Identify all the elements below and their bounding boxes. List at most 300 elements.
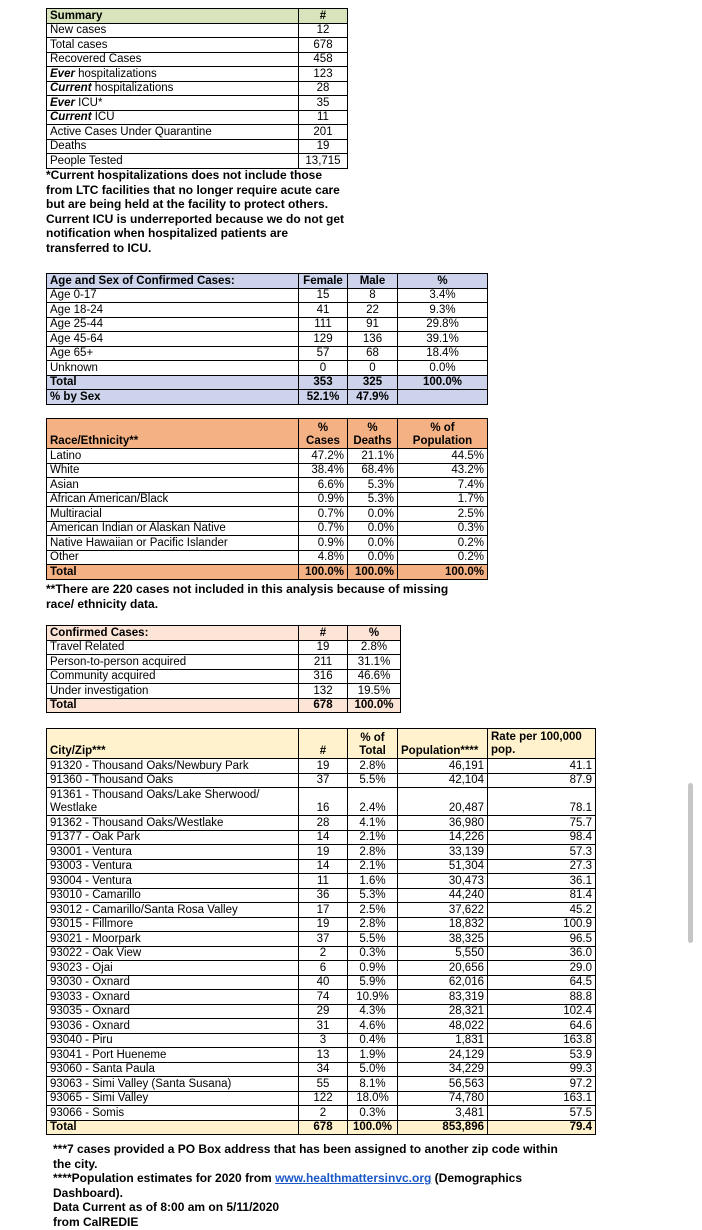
city-population: 20,656 [398, 961, 488, 976]
city-percent: 5.9% [348, 975, 398, 990]
table-row [47, 288, 488, 303]
city-zip: 93003 - Ventura [47, 859, 299, 874]
city-rate: 163.1 [488, 1091, 596, 1106]
age-header-female: Female [299, 274, 348, 289]
city-count: 19 [299, 917, 348, 932]
table-row [47, 684, 401, 699]
city-percent: 5.5% [348, 773, 398, 788]
table-row [47, 859, 596, 874]
summary-value: 28 [299, 81, 348, 96]
city-population: 853,896 [398, 1120, 488, 1135]
city-zip: 93001 - Ventura [47, 845, 299, 860]
percent-deaths: 0.0% [348, 550, 398, 565]
summary-label [47, 125, 299, 140]
table-row [47, 917, 596, 932]
city-percent: 1.9% [348, 1048, 398, 1063]
table-row [47, 640, 401, 655]
female-count: 15 [299, 288, 348, 303]
percent-deaths: 100.0% [348, 565, 398, 580]
age-group: Age 45-64 [47, 332, 299, 347]
footer-notes [46, 1142, 566, 1230]
city-zip: 93060 - Santa Paula [47, 1062, 299, 1077]
confirmed-header-count: # [299, 626, 348, 641]
table-row [47, 1004, 596, 1019]
city-zip: 93010 - Camarillo [47, 888, 299, 903]
percent-cases: 38.4% [299, 463, 348, 478]
total-row [47, 698, 401, 713]
city-zip: 93015 - Fillmore [47, 917, 299, 932]
city-population: 51,304 [398, 859, 488, 874]
city-count: 34 [299, 1062, 348, 1077]
summary-value: 35 [299, 96, 348, 111]
race-note: **There are 220 cases not included in this analysis because of missing race/ ethnicity data. [46, 582, 449, 611]
city-count: 29 [299, 1004, 348, 1019]
city-percent: 8.1% [348, 1077, 398, 1092]
case-source: Travel Related [47, 640, 299, 655]
city-zip: 93012 - Camarillo/Santa Rosa Valley [47, 903, 299, 918]
summary-value: 458 [299, 52, 348, 67]
city-population: 28,321 [398, 1004, 488, 1019]
city-population: 3,481 [398, 1106, 488, 1121]
race-group: American Indian or Alaskan Native [47, 521, 299, 536]
city-percent: 4.3% [348, 1004, 398, 1019]
city-population: 20,487 [398, 802, 488, 816]
city-header-label: City/Zip*** [47, 729, 299, 759]
case-count: 132 [299, 684, 348, 699]
table-row [47, 125, 348, 140]
table-row [47, 1106, 596, 1121]
age-group: Age 0-17 [47, 288, 299, 303]
age-percent: 18.4% [398, 346, 488, 361]
city-rate: 163.8 [488, 1033, 596, 1048]
race-group: Total [47, 565, 299, 580]
percent-population: 0.2% [398, 536, 488, 551]
table-row [47, 830, 596, 845]
city-count: 40 [299, 975, 348, 990]
case-source: Under investigation [47, 684, 299, 699]
city-rate: 79.4 [488, 1120, 596, 1135]
race-group: White [47, 463, 299, 478]
female-count: 0 [299, 361, 348, 376]
age-header-male: Male [348, 274, 398, 289]
city-count: 31 [299, 1019, 348, 1034]
by-sex-row [47, 390, 488, 405]
city-zip: 93023 - Ojai [47, 961, 299, 976]
summary-label-emphasis: Current [50, 111, 92, 123]
table-row [47, 1062, 596, 1077]
summary-value: 678 [299, 38, 348, 53]
female-count: 57 [299, 346, 348, 361]
city-rate: 36.0 [488, 946, 596, 961]
age-percent: 0.0% [398, 361, 488, 376]
table-row [47, 1033, 596, 1048]
table-row [47, 788, 596, 802]
percent-population: 0.3% [398, 521, 488, 536]
summary-label [47, 154, 299, 169]
confirmed-header-percent: % [348, 626, 401, 641]
city-zip: 93035 - Oxnard [47, 1004, 299, 1019]
city-percent [348, 788, 398, 802]
percent-deaths: 0.0% [348, 521, 398, 536]
summary-label [47, 81, 299, 96]
table-row [47, 23, 348, 38]
city-zip-table [46, 728, 596, 1135]
race-header-deaths: % Deaths [348, 419, 398, 449]
city-zip: 93041 - Port Hueneme [47, 1048, 299, 1063]
city-population: 37,622 [398, 903, 488, 918]
case-percent: 31.1% [348, 655, 401, 670]
city-zip: Total [47, 1120, 299, 1135]
city-population: 38,325 [398, 932, 488, 947]
table-row [47, 932, 596, 947]
city-percent: 0.4% [348, 1033, 398, 1048]
summary-label-emphasis: Current [50, 82, 92, 94]
city-rate: 27.3 [488, 859, 596, 874]
city-percent: 2.8% [348, 917, 398, 932]
male-count: 47.9% [348, 390, 398, 405]
table-row [47, 759, 596, 774]
city-count: 37 [299, 773, 348, 788]
table-row [47, 492, 488, 507]
table-row [47, 521, 488, 536]
summary-label-text: ICU [91, 111, 115, 123]
summary-label-text: Recovered Cases [50, 53, 142, 65]
city-percent: 10.9% [348, 990, 398, 1005]
summary-value: 123 [299, 67, 348, 82]
race-header-population: % of Population [398, 419, 488, 449]
table-row [47, 802, 596, 816]
race-group: Latino [47, 449, 299, 464]
percent-cases: 4.8% [299, 550, 348, 565]
city-percent: 4.1% [348, 816, 398, 831]
city-zip: 93030 - Oxnard [47, 975, 299, 990]
city-rate: 88.8 [488, 990, 596, 1005]
case-count: 211 [299, 655, 348, 670]
case-source: Community acquired [47, 669, 299, 684]
table-row [47, 536, 488, 551]
confirmed-header-label: Confirmed Cases: [47, 626, 299, 641]
city-rate: 29.0 [488, 961, 596, 976]
female-count: 111 [299, 317, 348, 332]
city-count: 28 [299, 816, 348, 831]
age-group: Age 65+ [47, 346, 299, 361]
city-percent: 2.4% [348, 802, 398, 816]
city-zip: 93066 - Somis [47, 1106, 299, 1121]
city-count: 678 [299, 1120, 348, 1135]
vertical-scrollbar[interactable] [688, 783, 693, 943]
table-row [47, 52, 348, 67]
healthmatters-link[interactable]: www.healthmattersinvc.org [275, 1171, 432, 1186]
total-row [47, 565, 488, 580]
city-population: 44,240 [398, 888, 488, 903]
percent-deaths: 0.0% [348, 507, 398, 522]
table-row [47, 816, 596, 831]
city-percent: 0.3% [348, 946, 398, 961]
city-population: 18,832 [398, 917, 488, 932]
city-zip: 91377 - Oak Park [47, 830, 299, 845]
city-percent: 2.8% [348, 845, 398, 860]
city-percent: 1.6% [348, 874, 398, 889]
table-row [47, 346, 488, 361]
percent-cases: 0.7% [299, 507, 348, 522]
table-row [47, 990, 596, 1005]
percent-cases: 6.6% [299, 478, 348, 493]
city-rate: 75.7 [488, 816, 596, 831]
female-count: 353 [299, 375, 348, 390]
percent-population: 44.5% [398, 449, 488, 464]
female-count: 129 [299, 332, 348, 347]
total-row [47, 375, 488, 390]
table-row [47, 1091, 596, 1106]
percent-cases: 47.2% [299, 449, 348, 464]
city-percent: 5.0% [348, 1062, 398, 1077]
city-rate: 97.2 [488, 1077, 596, 1092]
city-count: 122 [299, 1091, 348, 1106]
city-count: 6 [299, 961, 348, 976]
summary-label-text: New cases [50, 24, 107, 36]
city-population: 24,129 [398, 1048, 488, 1063]
age-group: Total [47, 375, 299, 390]
city-count: 14 [299, 859, 348, 874]
male-count: 325 [348, 375, 398, 390]
age-percent [398, 390, 488, 405]
po-box-note: ***7 cases provided a PO Box address that has been assigned to another zip code within the city. [53, 1142, 558, 1171]
city-population: 36,980 [398, 816, 488, 831]
city-zip: 93004 - Ventura [47, 874, 299, 889]
table-row [47, 361, 488, 376]
percent-cases: 100.0% [299, 565, 348, 580]
table-row [47, 888, 596, 903]
city-count: 19 [299, 845, 348, 860]
city-rate: 78.1 [488, 802, 596, 816]
population-note-suffix: (Demographics Dashboard). [53, 1171, 523, 1200]
summary-value: 19 [299, 139, 348, 154]
confirmed-cases-table [46, 625, 401, 713]
case-count: 316 [299, 669, 348, 684]
summary-label [47, 23, 299, 38]
city-rate: 96.5 [488, 932, 596, 947]
age-group: Age 18-24 [47, 303, 299, 318]
city-population: 62,016 [398, 975, 488, 990]
city-zip: Westlake [47, 802, 299, 816]
summary-label [47, 67, 299, 82]
city-population: 33,139 [398, 845, 488, 860]
city-count: 17 [299, 903, 348, 918]
race-group: Multiracial [47, 507, 299, 522]
race-group: Asian [47, 478, 299, 493]
city-percent: 2.8% [348, 759, 398, 774]
table-row [47, 507, 488, 522]
female-count: 52.1% [299, 390, 348, 405]
age-percent: 39.1% [398, 332, 488, 347]
table-row [47, 874, 596, 889]
percent-population: 2.5% [398, 507, 488, 522]
age-percent: 9.3% [398, 303, 488, 318]
city-population: 46,191 [398, 759, 488, 774]
city-population: 74,780 [398, 1091, 488, 1106]
summary-label-text: Deaths [50, 140, 87, 152]
age-header-percent: % [398, 274, 488, 289]
age-group: Unknown [47, 361, 299, 376]
city-count [299, 788, 348, 802]
case-source: Person-to-person acquired [47, 655, 299, 670]
percent-deaths: 5.3% [348, 492, 398, 507]
city-rate: 41.1 [488, 759, 596, 774]
male-count: 22 [348, 303, 398, 318]
city-percent: 2.1% [348, 830, 398, 845]
table-row [47, 463, 488, 478]
city-count: 2 [299, 946, 348, 961]
table-row [47, 773, 596, 788]
summary-note: *Current hospitalizations does not include those from LTC facilities that no longer require acute care but are being held at the facility to protect others. Current ICU is underreported because we do not get notification when hospitalized patients are transferred to ICU. [46, 168, 345, 255]
city-zip: 93033 - Oxnard [47, 990, 299, 1005]
male-count: 0 [348, 361, 398, 376]
city-percent: 4.6% [348, 1019, 398, 1034]
female-count: 41 [299, 303, 348, 318]
city-rate: 87.9 [488, 773, 596, 788]
percent-deaths: 5.3% [348, 478, 398, 493]
city-rate: 64.6 [488, 1019, 596, 1034]
summary-label-text: Total cases [50, 38, 108, 51]
case-percent: 46.6% [348, 669, 401, 684]
city-zip: 91360 - Thousand Oaks [47, 773, 299, 788]
city-count: 36 [299, 888, 348, 903]
summary-value: 13,715 [299, 154, 348, 169]
case-source: Total [47, 698, 299, 713]
summary-label-text: People Tested [50, 154, 123, 167]
case-percent: 2.8% [348, 640, 401, 655]
city-rate: 36.1 [488, 874, 596, 889]
table-row [47, 903, 596, 918]
race-table [46, 418, 488, 580]
city-count: 55 [299, 1077, 348, 1092]
city-population: 5,550 [398, 946, 488, 961]
summary-value: 11 [299, 110, 348, 125]
population-note [46, 1171, 566, 1200]
table-row [47, 303, 488, 318]
city-rate: 99.3 [488, 1062, 596, 1077]
male-count: 8 [348, 288, 398, 303]
city-rate: 53.9 [488, 1048, 596, 1063]
city-rate: 57.5 [488, 1106, 596, 1121]
city-rate: 57.3 [488, 845, 596, 860]
summary-value: 12 [299, 23, 348, 38]
percent-cases: 0.9% [299, 492, 348, 507]
race-header-label: Race/Ethnicity** [47, 419, 299, 449]
city-zip: 93040 - Piru [47, 1033, 299, 1048]
age-percent: 100.0% [398, 375, 488, 390]
city-population: 56,563 [398, 1077, 488, 1092]
city-rate: 81.4 [488, 888, 596, 903]
city-population: 30,473 [398, 874, 488, 889]
city-rate: 98.4 [488, 830, 596, 845]
race-group: African American/Black [47, 492, 299, 507]
percent-cases: 0.7% [299, 521, 348, 536]
male-count: 136 [348, 332, 398, 347]
city-count: 16 [299, 802, 348, 816]
summary-label-emphasis: Ever [50, 96, 75, 109]
percent-population: 1.7% [398, 492, 488, 507]
city-percent: 5.3% [348, 888, 398, 903]
summary-label-emphasis: Ever [50, 67, 75, 80]
age-sex-table [46, 273, 488, 405]
table-row [47, 332, 488, 347]
city-count: 37 [299, 932, 348, 947]
summary-label [47, 96, 299, 111]
city-count: 19 [299, 759, 348, 774]
summary-label-text: hospitalizations [74, 67, 157, 80]
city-zip: 93063 - Simi Valley (Santa Susana) [47, 1077, 299, 1092]
city-percent: 2.5% [348, 903, 398, 918]
city-population: 34,229 [398, 1062, 488, 1077]
male-count: 68 [348, 346, 398, 361]
city-count: 11 [299, 874, 348, 889]
race-group: Native Hawaiian or Pacific Islander [47, 536, 299, 551]
summary-label [47, 139, 299, 154]
table-row [47, 655, 401, 670]
city-zip: 91361 - Thousand Oaks/Lake Sherwood/ [47, 788, 299, 802]
city-rate: 102.4 [488, 1004, 596, 1019]
city-percent: 5.5% [348, 932, 398, 947]
city-rate: 100.9 [488, 917, 596, 932]
city-population: 83,319 [398, 990, 488, 1005]
table-row [47, 845, 596, 860]
table-row [47, 96, 348, 111]
city-percent: 100.0% [348, 1120, 398, 1135]
table-row [47, 67, 348, 82]
table-row [47, 81, 348, 96]
table-row [47, 1048, 596, 1063]
city-header-rate: Rate per 100,000 pop. [488, 729, 596, 759]
percent-population: 7.4% [398, 478, 488, 493]
city-count: 74 [299, 990, 348, 1005]
city-zip: 93036 - Oxnard [47, 1019, 299, 1034]
city-population: 1,831 [398, 1033, 488, 1048]
summary-header-count: # [299, 9, 348, 24]
city-zip: 91320 - Thousand Oaks/Newbury Park [47, 759, 299, 774]
percent-cases: 0.9% [299, 536, 348, 551]
city-population: 48,022 [398, 1019, 488, 1034]
race-group: Other [47, 550, 299, 565]
case-count: 678 [299, 698, 348, 713]
city-count: 13 [299, 1048, 348, 1063]
male-count: 91 [348, 317, 398, 332]
age-percent: 3.4% [398, 288, 488, 303]
age-percent: 29.8% [398, 317, 488, 332]
data-current-note: Data Current as of 8:00 am on 5/11/2020 [53, 1200, 280, 1215]
city-header-count: # [299, 729, 348, 759]
summary-label [47, 110, 299, 125]
calredie-note: from CalREDIE [53, 1214, 139, 1229]
table-row [47, 449, 488, 464]
city-percent: 18.0% [348, 1091, 398, 1106]
case-percent: 100.0% [348, 698, 401, 713]
summary-header-label: Summary [47, 9, 299, 24]
total-row [47, 1120, 596, 1135]
table-row [47, 550, 488, 565]
case-percent: 19.5% [348, 684, 401, 699]
percent-deaths: 21.1% [348, 449, 398, 464]
table-row [47, 669, 401, 684]
table-row [47, 110, 348, 125]
city-population [398, 788, 488, 802]
summary-label [47, 38, 299, 53]
city-percent: 0.3% [348, 1106, 398, 1121]
city-population: 14,226 [398, 830, 488, 845]
city-count: 14 [299, 830, 348, 845]
city-zip: 93065 - Simi Valley [47, 1091, 299, 1106]
city-population: 42,104 [398, 773, 488, 788]
